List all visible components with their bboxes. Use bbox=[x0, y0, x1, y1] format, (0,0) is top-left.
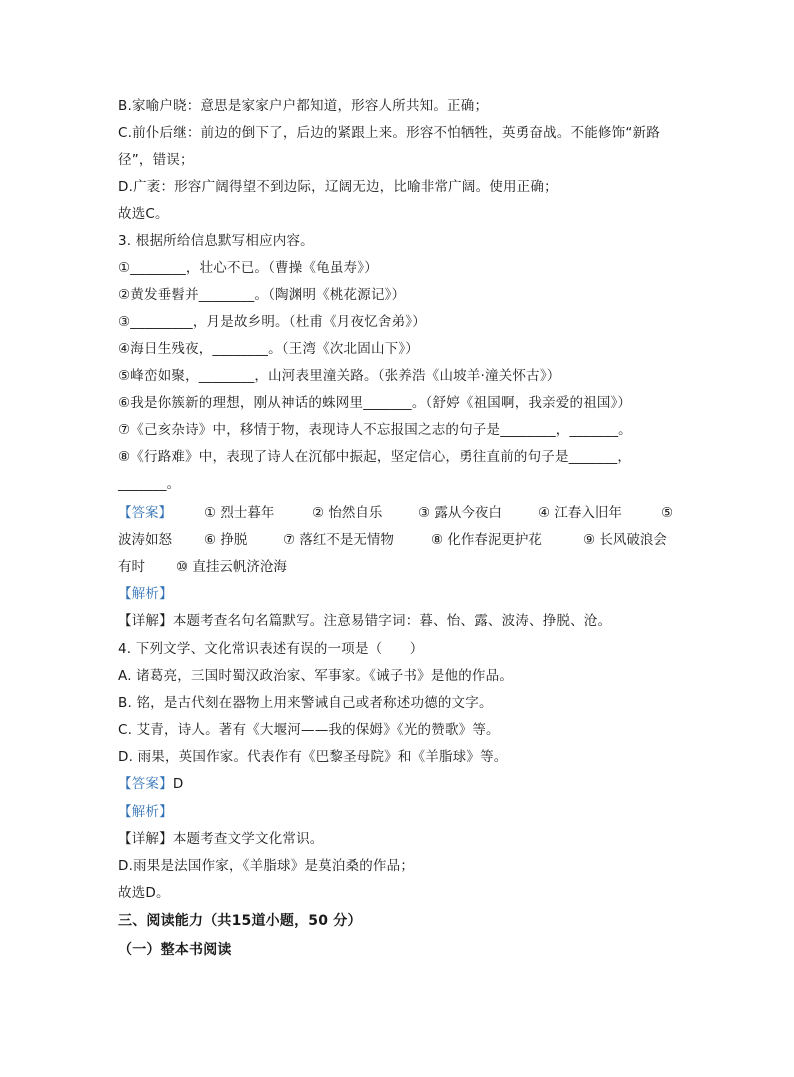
q3-detail bbox=[118, 612, 611, 630]
q2-option-c-explanation-cont: 径”，错误； bbox=[118, 152, 194, 168]
q3-item-2: ②黄发垂髫并________。（陶渊明《桃花源记》） bbox=[118, 287, 406, 303]
q4-answer-value: D bbox=[172, 776, 184, 792]
q4-answer-tag: 【答案】 bbox=[118, 776, 173, 792]
q4-explanation: D.雨果是法国作家，《羊脂球》是莫泊桑的作品； bbox=[118, 858, 415, 874]
q3-item-4: ④海日生残夜，________。（王湾《次北固山下》） bbox=[118, 341, 420, 357]
q3-answer-6: ⑥ 挣脱 bbox=[204, 532, 248, 548]
q3-item-5: ⑤峰峦如聚，________，山河表里潼关路。（张养浩《山坡羊·潼关怀古》） bbox=[118, 368, 561, 384]
q3-detail-text: 本题考查名句名篇默写。注意易错字词：暮、怡、露、波涛、挣脱、沧。 bbox=[172, 613, 612, 629]
q4-option-d: D. 雨果，英国作家。代表作有《巴黎圣母院》和《羊脂球》等。 bbox=[118, 749, 508, 765]
q4-detail-text: 本题考查文学文化常识。 bbox=[172, 831, 324, 847]
q3-answer-5-marker: ⑤ bbox=[661, 505, 674, 521]
q2-option-c-explanation: C.前仆后继：前边的倒下了，后边的紧跟上来。形容不怕牺牲，英勇奋战。不能修饰“新路 bbox=[118, 125, 660, 141]
q3-answer-9-cont: 有时 bbox=[118, 559, 145, 575]
q4-answer bbox=[118, 775, 183, 793]
q4-analysis-tag: 【解析】 bbox=[118, 804, 173, 820]
q3-item-7: ⑦《己亥杂诗》中，移情于物，表现诗人不忘报国之志的句子是________，_______。 bbox=[118, 422, 632, 438]
q3-answer-5: 波涛如怒 bbox=[118, 532, 172, 548]
q4-option-b: B. 铭，是古代刻在器物上用来警诫自己或者称述功德的文字。 bbox=[118, 695, 493, 711]
q4-option-c: C. 艾青，诗人。著有《大堰河——我的保姆》《光的赞歌》等。 bbox=[118, 722, 500, 738]
q2-option-d-explanation: D.广袤：形容广阔得望不到边际，辽阔无边，比喻非常广阔。使用正确； bbox=[118, 179, 558, 195]
q3-stem: 3. 根据所给信息默写相应内容。 bbox=[118, 233, 314, 249]
section-title: 三、阅读能力（共15道小题，50 分） bbox=[118, 913, 362, 929]
q3-answer-3: ③ 露从今夜白 bbox=[418, 505, 502, 521]
q3-analysis-tag: 【解析】 bbox=[118, 586, 173, 602]
q3-answer-10: ⑩ 直挂云帆济沧海 bbox=[176, 559, 287, 575]
q3-answer-7: ⑦ 落红不是无情物 bbox=[283, 532, 394, 548]
q3-item-3: ③_________，月是故乡明。（杜甫《月夜忆舍弟》） bbox=[118, 314, 426, 330]
q2-option-b-explanation: B.家喻户晓：意思是家家户户都知道，形容人所共知。正确； bbox=[118, 98, 489, 114]
q3-detail-tag: 【详解】 bbox=[118, 613, 173, 629]
q3-item-8-cont: _______。 bbox=[118, 476, 181, 492]
q4-detail-tag: 【详解】 bbox=[118, 831, 173, 847]
subsection-title: （一）整本书阅读 bbox=[118, 942, 232, 958]
q3-answer-2: ② 怡然自乐 bbox=[312, 505, 383, 521]
q3-answer-4: ④ 江春入旧年 bbox=[538, 505, 622, 521]
q4-stem: 4. 下列文学、文化常识表述有误的一项是（ ） bbox=[118, 641, 424, 657]
q3-answer-8: ⑧ 化作春泥更护花 bbox=[431, 532, 542, 548]
q3-item-6: ⑥我是你簇新的理想，刚从神话的蛛网里_______。（舒婷《祖国啊，我亲爱的祖国》） bbox=[118, 395, 632, 411]
q4-option-a: A. 诸葛亮，三国时蜀汉政治家、军事家。《诫子书》是他的作品。 bbox=[118, 668, 514, 684]
q4-detail bbox=[118, 830, 324, 848]
q3-item-1: ①________，壮心不已。（曹操《龟虽寿》） bbox=[118, 260, 378, 276]
q2-conclusion: 故选C。 bbox=[118, 206, 169, 222]
q3-answer-1: ① 烈士暮年 bbox=[204, 505, 275, 521]
q4-conclusion: 故选D。 bbox=[118, 885, 170, 901]
q3-answer-9: ⑨ 长风破浪会 bbox=[583, 532, 667, 548]
q3-answer-tag: 【答案】 bbox=[118, 505, 172, 521]
q3-item-8: ⑧《行路难》中，表现了诗人在沉郁中振起，坚定信心，勇往直前的句子是_______， bbox=[118, 449, 632, 465]
